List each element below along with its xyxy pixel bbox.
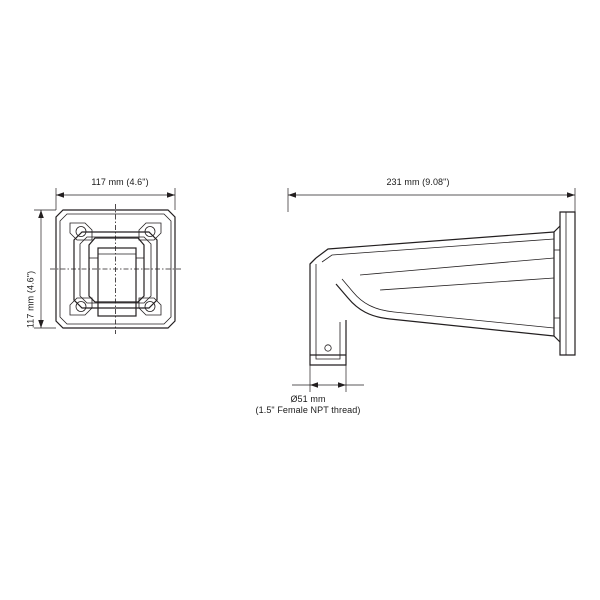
front-height-dimension-label: 117 mm (4.6") <box>25 270 36 329</box>
side-length-dimension-label: 231 mm (9.08") <box>386 177 450 187</box>
npt-thread-note: (1.5" Female NPT thread) <box>255 405 361 415</box>
front-width-dimension-label: 117 mm (4.6") <box>91 177 149 187</box>
side-view <box>270 170 590 410</box>
hole-diameter-label: Ø51 mm <box>290 394 326 404</box>
front-view <box>20 170 250 400</box>
